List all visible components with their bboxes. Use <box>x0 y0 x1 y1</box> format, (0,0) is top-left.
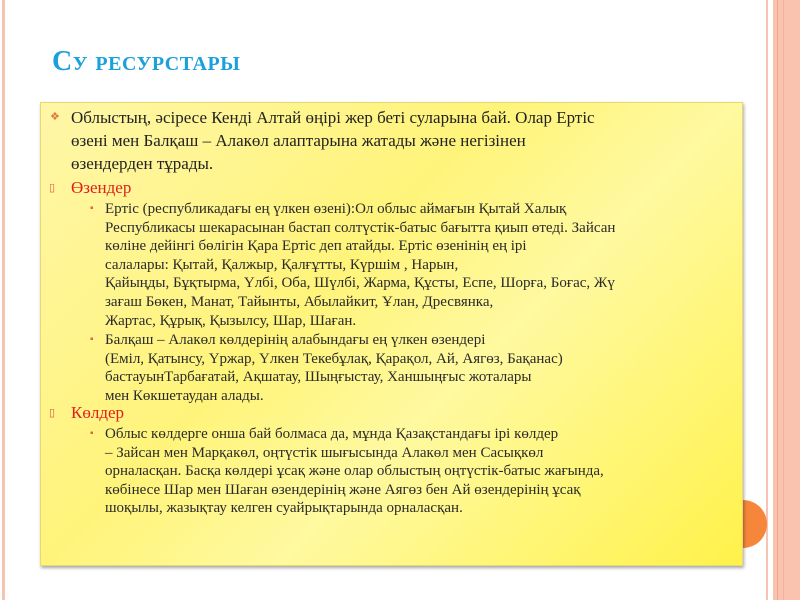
text-line: көліне дейінгі бөлігін Қара Ертіс деп атайды. Ертіс өзенінің ең ірі <box>105 238 527 255</box>
text-line: мен Көкшетаудан алады. <box>105 387 264 404</box>
text-line: салалары: Қытай, Қалжыр, Қалғұтты, Күршім , Нарын, <box>105 256 459 273</box>
text-line: Облыстың, әсіресе Кенді Алтай өңірі жер беті суларына бай. Олар Ертіс <box>71 108 595 127</box>
text-line: Жартас, Құрық, Қызылсу, Шар, Шаған. <box>105 312 357 329</box>
heading-text: Көлдер <box>71 403 125 422</box>
text-line: Балқаш – Алакөл көлдерінің алабындағы ең үлкен өзендері <box>105 332 486 348</box>
small-square-bullet-icon: ▪ <box>90 428 94 439</box>
right-edge-line <box>766 0 768 600</box>
list-item-ertis <box>90 200 616 330</box>
intro-paragraph <box>50 106 595 175</box>
text-line: Облыс көлдерге онша бай болмаса да, мұнда Қазақстандағы ірі көлдер <box>105 426 559 442</box>
text-line: орналасқан. Басқа көлдері ұсақ және олар облыстың оңтүстік-батыс жағында, <box>105 463 604 480</box>
text-line: бастауынТарбағатай, Ақшатау, Шыңғыстау, Ханшыңғыс жоталары <box>105 369 532 386</box>
rivers-heading <box>49 176 132 199</box>
text-line: көбінесе Шар мен Шаған өзендерінің және Аягөз бен Ай өзендерінің ұсақ <box>105 481 581 498</box>
text-line: – Зайсан мен Марқакөл, оңтүстік шығысында Алакөл мен Сасықкөл <box>105 444 544 461</box>
text-line: Республикасы шекарасынан бастап солтүстік-батыс бағытта қиып өтеді. Зайсан <box>105 219 616 236</box>
text-line: шоқылы, жазықтау келген суайрықтарында орналасқан. <box>105 500 463 517</box>
slide-title: Су ресурстары <box>52 46 241 77</box>
list-item-lakes <box>90 425 604 518</box>
text-line: Қайыңды, Бұқтырма, Үлбі, Оба, Шүлбі, Жарма, Құсты, Еспе, Шорға, Боғас, Жү <box>105 275 615 292</box>
text-line: өзені мен Балқаш – Алакөл алаптарына жатады және негізінен <box>71 131 526 150</box>
square-bullet-icon: ▯ <box>49 182 56 194</box>
small-square-bullet-icon: ▪ <box>90 334 94 345</box>
content-box <box>40 102 743 566</box>
lakes-heading <box>49 401 125 424</box>
text-line: өзендерден тұрады. <box>71 154 214 173</box>
small-square-bullet-icon: ▪ <box>90 203 94 214</box>
list-item-balkhash <box>90 331 563 405</box>
heading-text: Өзендер <box>71 178 132 197</box>
diamond-bullet-icon: ❖ <box>50 111 60 123</box>
left-edge-decoration <box>2 0 5 600</box>
text-line: (Еміл, Қатынсу, Үржар, Үлкен Текебұлақ, Қарақол, Ай, Аягөз, Бақанас) <box>105 350 563 367</box>
text-line: Ертіс (республикадағы ең үлкен өзені):Ол облыс аймағын Қытай Халық <box>105 201 567 217</box>
text-line: зағаш Бөкен, Манат, Тайынты, Абылайкит, Ұлан, Дресвянка, <box>105 293 494 310</box>
square-bullet-icon: ▯ <box>49 407 56 419</box>
right-edge-band <box>773 0 800 600</box>
